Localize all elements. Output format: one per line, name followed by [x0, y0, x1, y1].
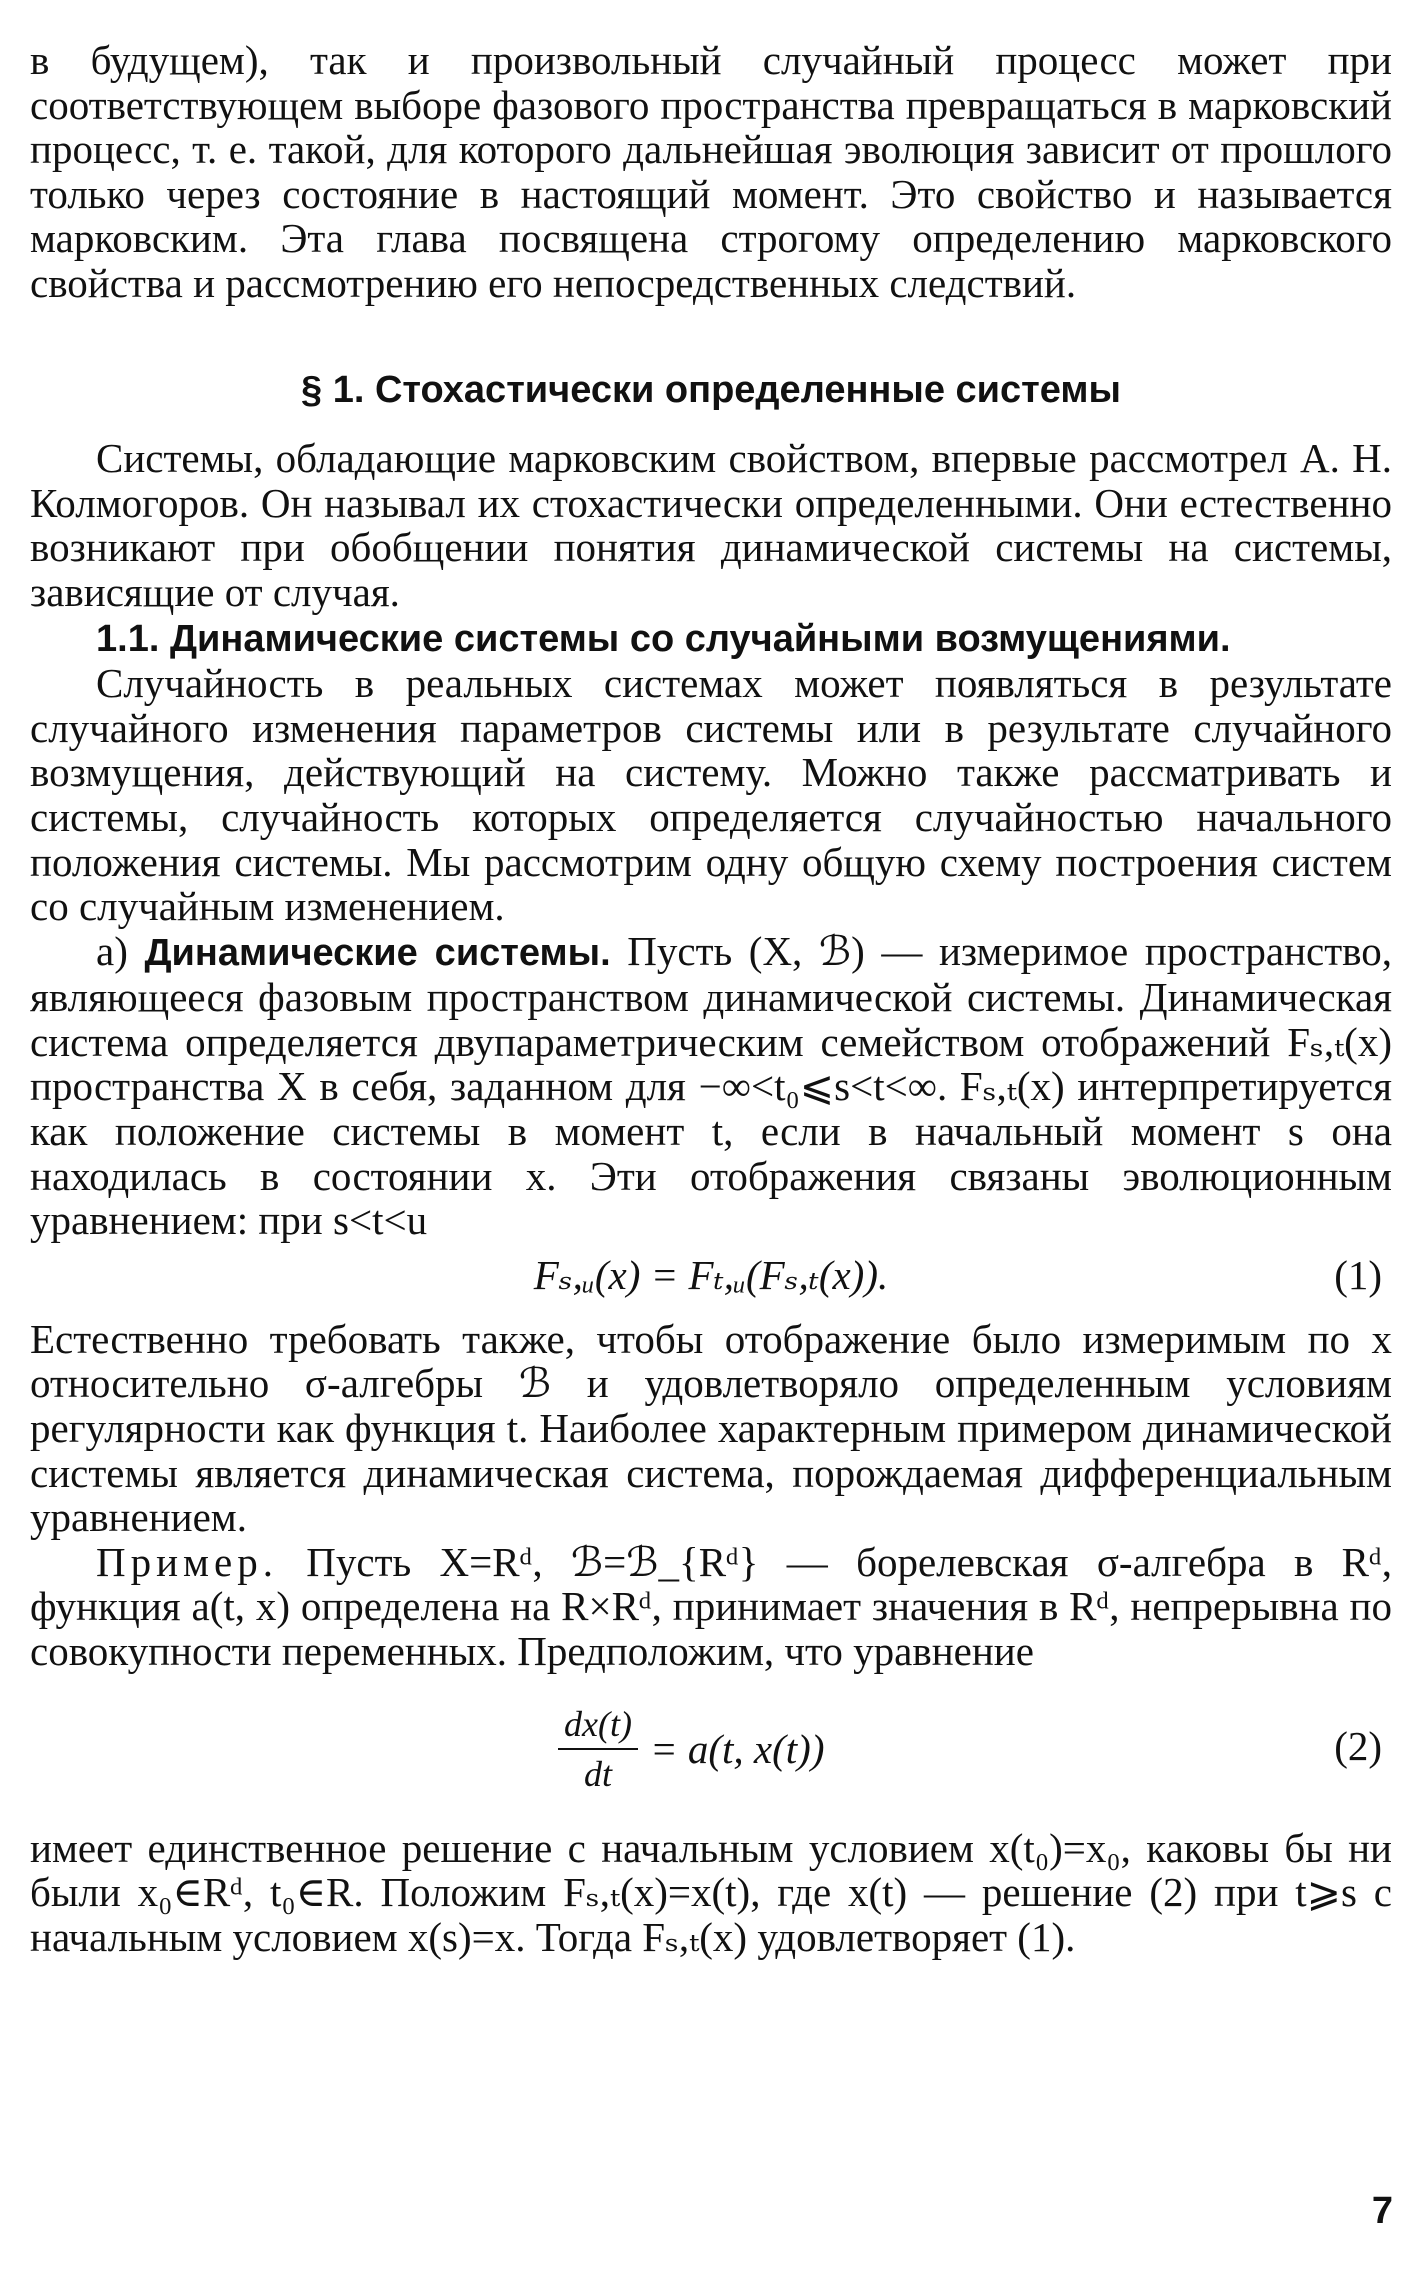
paragraph-intro: в будущем), так и произвольный случайный процесс может при соответствующем выборе фазового пространства превращаться в марковский процесс, т. е. такой, для которого дальнейшая эволюция зависит от прошлого только через состояние в настоящий момент. Это свойство и называется марковским. Эта глава посвящена строгому определению марковского свойства и рассмотрению его непосредственных следствий.	[30, 37, 1392, 306]
equation-2	[30, 1696, 1392, 1808]
body-text	[30, 38, 1392, 1959]
derivative-fraction	[558, 1702, 638, 1797]
equation-1-number: (1)	[1334, 1251, 1382, 1298]
paragraph-dynamic-systems	[30, 929, 1392, 1243]
paragraph-example	[30, 1540, 1392, 1674]
equation-2-rhs: = a(t, x(t))	[649, 1725, 825, 1772]
example-label: Пример.	[96, 1538, 278, 1585]
fraction-denominator: dt	[583, 1754, 612, 1795]
paragraph-dynamic-systems-text: Пусть (X, ℬ) — измеримое пространство, являющееся фазовым пространством динамической системы. Динамическая система определяется двупараметрическим семейством отображений Fₛ,ₜ(x) пространства X в себя, заданном для −∞<t₀⩽s<t<∞. Fₛ,ₜ(x) интерпретируется как положение системы в момент t, если в начальный момент s она находилась в состоянии x. Эти отображения связаны эволюционным уравнением: при s<t<u	[30, 927, 1393, 1244]
equation-1	[30, 1253, 1392, 1309]
paragraph-randomness: Случайность в реальных системах может появляться в результате случайного изменения параметров системы или в результате случайного возмущения, действующий на систему. Можно также рассматривать и системы, случайность которых определяется случайностью начального положения системы. Мы рассмотрим одну общую схему построения систем со случайным изменением.	[30, 660, 1392, 930]
paragraph-measurability: Естественно требовать также, чтобы отображение было измеримым по x относительно σ-алгебры ℬ и удовлетворяло определенным условиям регулярности как функция t. Наиболее характерным примером динамической системы является динамическая система, порождаемая дифференциальным уравнением.	[30, 1315, 1392, 1541]
equation-2-body	[558, 1702, 824, 1797]
equation-1-body: Fₛ,ᵤ(x) = Fₜ,ᵤ(Fₛ,ₜ(x)).	[533, 1251, 889, 1298]
fraction-numerator: dx(t)	[558, 1702, 638, 1751]
page-number: 7	[1371, 2190, 1393, 2232]
section-title: § 1. Стохастически определенные системы	[301, 368, 1121, 411]
paragraph-example-text: Пусть X=Rᵈ, ℬ=ℬ_{Rᵈ} — борелевская σ-алгебра в Rᵈ, функция a(t, x) определена на R×Rᵈ, принимает значения в Rᵈ, непрерывна по совокупности переменных. Предположим, что уравнение	[30, 1538, 1392, 1674]
item-marker: а)	[96, 927, 128, 974]
paragraph-kolmogorov: Системы, обладающие марковским свойством, впервые рассмотрел А. Н. Колмогоров. Он называл их стохастически определенными. Они естественно возникают при обобщении понятия динамической системы на системы, зависящие от случая.	[30, 435, 1392, 615]
equation-2-number: (2)	[1334, 1722, 1382, 1769]
run-in-title: Динамические системы.	[144, 931, 611, 974]
subsection-title-wrap	[30, 615, 1392, 662]
subsection-title: 1.1. Динамические системы со случайными возмущениями.	[96, 617, 1231, 660]
paragraph-solution: имеет единственное решение с начальным условием x(t₀)=x₀, каковы бы ни были x₀∈Rᵈ, t₀∈R. Положим Fₛ,ₜ(x)=x(t), где x(t) — решение (2) при t⩾s с начальным условием x(s)=x. Тогда Fₛ,ₜ(x) удовлетворяет (1).	[30, 1824, 1392, 1960]
